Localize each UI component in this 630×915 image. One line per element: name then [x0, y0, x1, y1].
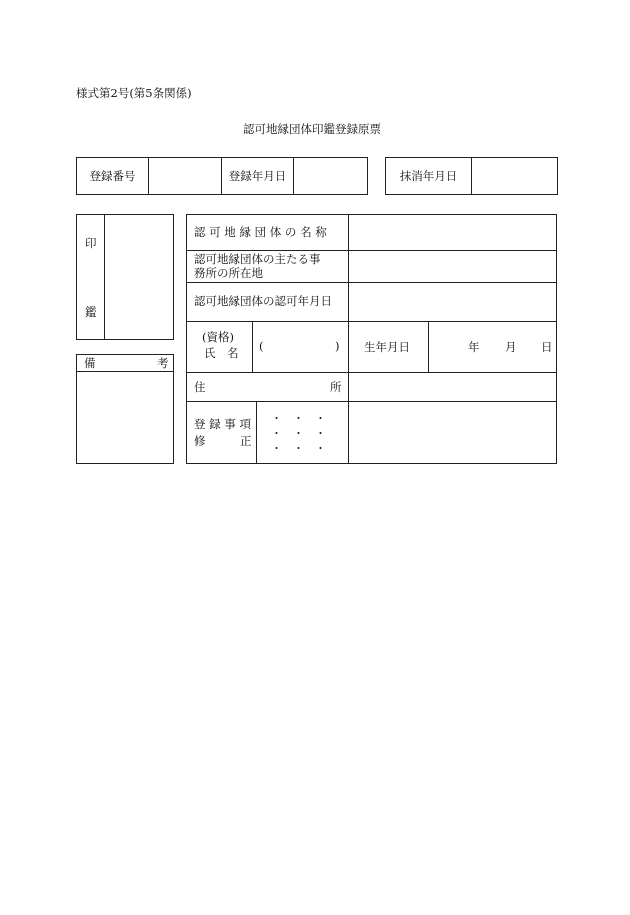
cancellation-date-field[interactable]: [472, 158, 558, 195]
correction-dots-row-1: ・ ・ ・: [271, 412, 326, 425]
year-label: 年: [468, 340, 480, 354]
office-label-line2: 務所の所在地: [194, 266, 263, 280]
org-name-label: 認 可 地 縁 団 体 の 名 称: [194, 225, 327, 239]
registration-number-label: 登録番号: [77, 158, 149, 195]
remarks-field[interactable]: [78, 373, 172, 461]
correction-label-line1: 登 録 事 項: [194, 417, 251, 431]
page-title: 認可地縁団体印鑑登録原票: [243, 122, 381, 136]
paren-close: ): [335, 339, 340, 353]
person-name-field[interactable]: [267, 325, 331, 369]
office-address-field[interactable]: [350, 252, 555, 281]
person-name-label: 氏 名: [204, 346, 239, 360]
correction-label-line2a: 修: [194, 434, 206, 448]
birth-date-label: 生年月日: [364, 340, 410, 354]
birth-date-field[interactable]: [430, 323, 555, 371]
qualification-label: (資格): [202, 330, 234, 344]
registration-date-field[interactable]: [294, 158, 368, 195]
correction-field[interactable]: [350, 403, 555, 462]
seal-char-2: 鑑: [85, 305, 97, 319]
address-field[interactable]: [350, 374, 555, 400]
cancellation-table: [385, 157, 558, 195]
month-label: 月: [505, 340, 517, 354]
cancellation-date-label: 抹消年月日: [386, 158, 472, 195]
seal-char-1: 印: [85, 236, 97, 250]
correction-dots-row-3: ・ ・ ・: [271, 442, 326, 455]
remarks-char-2: 考: [157, 356, 169, 370]
day-label: 日: [541, 340, 553, 354]
remarks-char-1: 備: [84, 356, 96, 370]
correction-dots-row-2: ・ ・ ・: [271, 427, 326, 440]
org-name-field[interactable]: [350, 216, 555, 249]
paren-open: (: [259, 339, 264, 353]
address-label-1: 住: [194, 380, 206, 394]
approval-date-field[interactable]: [350, 284, 555, 320]
seal-impression-area[interactable]: [106, 216, 172, 338]
office-label-line1: 認可地縁団体の主たる事: [194, 252, 321, 266]
address-label-2: 所: [330, 380, 342, 394]
registration-number-field[interactable]: [149, 158, 222, 195]
remarks-box: [76, 354, 174, 464]
main-table: [186, 214, 557, 464]
correction-label-line2b: 正: [240, 434, 252, 448]
approval-date-label: 認可地縁団体の認可年月日: [194, 294, 332, 308]
seal-box: [76, 214, 174, 340]
registration-table: [76, 157, 368, 195]
registration-date-label: 登録年月日: [222, 158, 294, 195]
form-number: 様式第2号(第5条関係): [76, 86, 192, 100]
